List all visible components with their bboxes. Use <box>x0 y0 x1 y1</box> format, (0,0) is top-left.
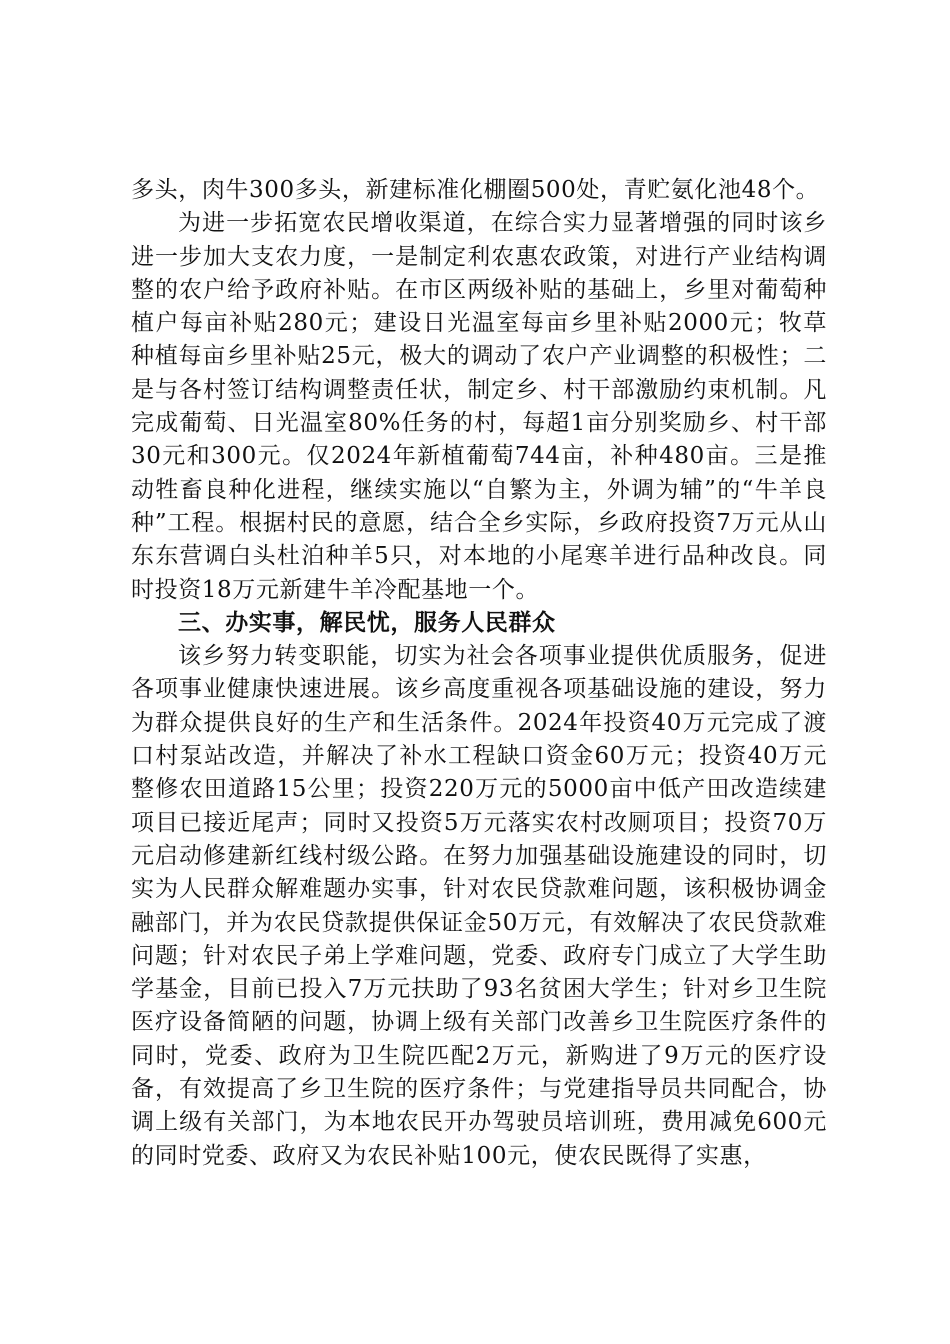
section-heading-3: 三、办实事，解民忧，服务人民群众 <box>178 609 556 636</box>
document-page <box>131 174 827 1173</box>
paragraph-subsidy-policy: 为进一步拓宽农民增收渠道，在综合实力显著增强的同时该乡进一步加大支农力度，一是制定利农惠农政策，对进行产业结构调整的农户给予政府补贴。在市区两级补贴的基础上，乡里对葡萄种植户每亩补贴280元；建设日光温室每亩乡里补贴2000元；牧草种植每亩乡里补贴25元，极大的调动了农户产业调整的积极性；二是与各村签订结构调整责任状，制定乡、村干部激励约束机制。凡完成葡萄、日光温室80%任务的村，每超1亩分别奖励乡、村干部30元和300元。仅2024年新植葡萄744亩，补种480亩。三是推动牲畜良种化进程，继续实施以“自繁为主，外调为辅”的“牛羊良种”工程。根据村民的意愿，结合全乡实际，乡政府投资7万元从山东东营调白头杜泊种羊5只，对本地的小尾寒羊进行品种改良。同时投资18万元新建牛羊冷配基地一个。 <box>131 210 827 603</box>
paragraph-continuation: 多头，肉牛300多头，新建标准化棚圈500处，青贮氨化池48个。 <box>131 177 820 203</box>
paragraph-public-services: 该乡努力转变职能，切实为社会各项事业提供优质服务，促进各项事业健康快速进展。该乡高度重视各项基础设施的建设，努力为群众提供良好的生产和生活条件。2024年投资40万元完成了渡口村泵站改造，并解决了补水工程缺口资金60万元；投资40万元整修农田道路15公里；投资220万元的5000亩中低产田改造续建项目已接近尾声；同时又投资5万元落实农村改厕项目；投资70万元启动修建新红线村级公路。在努力加强基础设施建设的同时，切实为人民群众解难题办实事，针对农民贷款难问题，该积极协调金融部门，并为农民贷款提供保证金50万元，有效解决了农民贷款难问题；针对农民子弟上学难问题，党委、政府专门成立了大学生助学基金，目前已投入7万元扶助了93名贫困大学生；针对乡卫生院医疗设备简陋的问题，协调上级有关部门改善乡卫生院医疗条件的同时，党委、政府为卫生院匹配2万元，新购进了9万元的医疗设备，有效提高了乡卫生院的医疗条件；与党建指导员共同配合，协调上级有关部门，为本地农民开办驾驶员培训班，费用减免600元的同时党委、政府又为农民补贴100元，使农民既得了实惠， <box>131 643 827 1169</box>
